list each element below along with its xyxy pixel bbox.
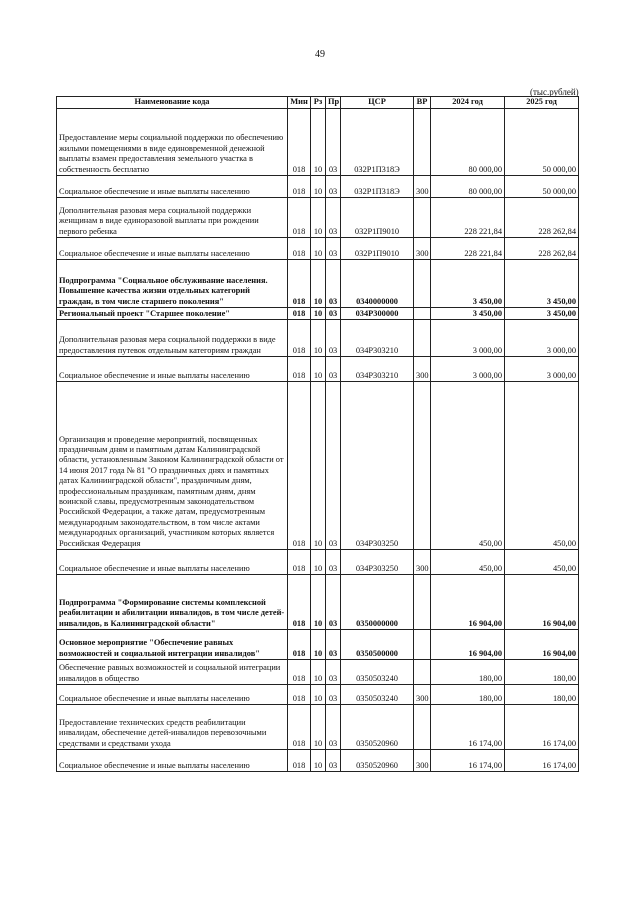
row-2025: 228 262,84 — [505, 198, 579, 238]
row-min: 018 — [288, 308, 311, 320]
row-rz: 10 — [311, 308, 326, 320]
row-rz: 10 — [311, 260, 326, 308]
row-pr: 03 — [326, 176, 341, 198]
row-csr: 034Р303250 — [341, 550, 414, 575]
row-2025: 450,00 — [505, 382, 579, 550]
row-pr: 03 — [326, 630, 341, 660]
row-2024: 80 000,00 — [431, 109, 505, 176]
row-2024: 228 221,84 — [431, 198, 505, 238]
row-min: 018 — [288, 198, 311, 238]
row-csr: 032Р1П318Э — [341, 109, 414, 176]
table-row — [57, 550, 579, 575]
row-2024: 450,00 — [431, 382, 505, 550]
row-2025: 3 450,00 — [505, 260, 579, 308]
row-csr: 034Р300000 — [341, 308, 414, 320]
header-vr: ВР — [414, 97, 431, 109]
row-name: Региональный проект "Старшее поколение" — [57, 308, 288, 320]
row-2024: 80 000,00 — [431, 176, 505, 198]
row-csr: 034Р303210 — [341, 320, 414, 357]
row-pr: 03 — [326, 320, 341, 357]
table-row — [57, 176, 579, 198]
row-name: Основное мероприятие "Обеспечение равных возможностей и социальной интеграции инвалидов" — [57, 630, 288, 660]
row-2024: 16 174,00 — [431, 705, 505, 750]
page-number: 49 — [315, 49, 325, 60]
row-name: Подпрограмма "Формирование системы комплексной реабилитации и абилитации инвалидов, в том числе детей-инвалидов, в Калининградской области" — [57, 575, 288, 630]
row-name: Предоставление меры социальной поддержки по обеспечению жилыми помещениями в виде единовременной денежной выплаты взамен предоставления земельного участка в собственность бесплатно — [57, 109, 288, 176]
row-name: Подпрограмма "Социальное обслуживание населения. Повышение качества жизни отдельных категорий граждан, в том числе старшего поколения" — [57, 260, 288, 308]
row-min: 018 — [288, 575, 311, 630]
row-2025: 50 000,00 — [505, 109, 579, 176]
row-min: 018 — [288, 630, 311, 660]
row-rz: 10 — [311, 660, 326, 685]
row-min: 018 — [288, 176, 311, 198]
row-csr: 032Р1П318Э — [341, 176, 414, 198]
row-2024: 3 450,00 — [431, 308, 505, 320]
row-name: Дополнительная разовая мера социальной поддержки в виде предоставления путевок отдельным категориям граждан — [57, 320, 288, 357]
row-rz: 10 — [311, 750, 326, 772]
row-csr: 0350503240 — [341, 685, 414, 705]
row-vr — [414, 382, 431, 550]
row-vr — [414, 660, 431, 685]
row-min: 018 — [288, 238, 311, 260]
row-min: 018 — [288, 357, 311, 382]
header-rz: Рз — [311, 97, 326, 109]
row-vr — [414, 260, 431, 308]
row-pr: 03 — [326, 705, 341, 750]
row-name: Обеспечение равных возможностей и социальной интеграции инвалидов в общество — [57, 660, 288, 685]
row-pr: 03 — [326, 685, 341, 705]
row-csr: 032Р1П9010 — [341, 238, 414, 260]
row-2024: 16 904,00 — [431, 575, 505, 630]
row-rz: 10 — [311, 630, 326, 660]
row-vr: 300 — [414, 550, 431, 575]
row-2025: 450,00 — [505, 550, 579, 575]
row-csr: 0340000000 — [341, 260, 414, 308]
header-pr: Пр — [326, 97, 341, 109]
row-vr: 300 — [414, 357, 431, 382]
row-name: Социальное обеспечение и иные выплаты населению — [57, 750, 288, 772]
row-pr: 03 — [326, 308, 341, 320]
row-name: Дополнительная разовая мера социальной поддержки женщинам в виде единоразовой выплаты при рождении первого ребенка — [57, 198, 288, 238]
row-csr: 0350520960 — [341, 750, 414, 772]
row-vr — [414, 630, 431, 660]
table-row — [57, 238, 579, 260]
row-pr: 03 — [326, 550, 341, 575]
row-2025: 16 174,00 — [505, 705, 579, 750]
row-pr: 03 — [326, 109, 341, 176]
row-pr: 03 — [326, 238, 341, 260]
row-csr: 0350000000 — [341, 575, 414, 630]
row-2025: 16 904,00 — [505, 575, 579, 630]
row-2025: 16 904,00 — [505, 630, 579, 660]
row-2024: 16 174,00 — [431, 750, 505, 772]
row-csr: 0350520960 — [341, 705, 414, 750]
row-rz: 10 — [311, 176, 326, 198]
row-min: 018 — [288, 109, 311, 176]
row-min: 018 — [288, 660, 311, 685]
row-csr: 034Р303210 — [341, 357, 414, 382]
row-csr: 034Р303250 — [341, 382, 414, 550]
row-2024: 180,00 — [431, 685, 505, 705]
row-pr: 03 — [326, 382, 341, 550]
row-2024: 228 221,84 — [431, 238, 505, 260]
row-rz: 10 — [311, 382, 326, 550]
row-rz: 10 — [311, 238, 326, 260]
row-rz: 10 — [311, 575, 326, 630]
table-row — [57, 660, 579, 685]
row-vr: 300 — [414, 176, 431, 198]
row-pr: 03 — [326, 575, 341, 630]
row-csr: 0350503240 — [341, 660, 414, 685]
row-min: 018 — [288, 550, 311, 575]
row-rz: 10 — [311, 109, 326, 176]
header-name: Наименование кода — [57, 97, 288, 109]
table-row — [57, 750, 579, 772]
row-name: Социальное обеспечение и иные выплаты населению — [57, 238, 288, 260]
row-min: 018 — [288, 382, 311, 550]
row-pr: 03 — [326, 357, 341, 382]
row-vr: 300 — [414, 750, 431, 772]
row-min: 018 — [288, 750, 311, 772]
row-vr — [414, 575, 431, 630]
row-min: 018 — [288, 705, 311, 750]
row-vr: 300 — [414, 685, 431, 705]
row-2025: 3 450,00 — [505, 308, 579, 320]
table-row — [57, 685, 579, 705]
row-vr — [414, 320, 431, 357]
row-min: 018 — [288, 320, 311, 357]
row-2024: 3 000,00 — [431, 357, 505, 382]
row-pr: 03 — [326, 198, 341, 238]
row-min: 018 — [288, 685, 311, 705]
row-vr — [414, 308, 431, 320]
row-csr: 032Р1П9010 — [341, 198, 414, 238]
row-2025: 3 000,00 — [505, 357, 579, 382]
row-2024: 16 904,00 — [431, 630, 505, 660]
table-header-row — [57, 97, 579, 109]
row-rz: 10 — [311, 705, 326, 750]
header-2025: 2025 год — [505, 97, 579, 109]
table-row — [57, 308, 579, 320]
row-2025: 3 000,00 — [505, 320, 579, 357]
header-min: Мин — [288, 97, 311, 109]
row-pr: 03 — [326, 660, 341, 685]
row-csr: 0350500000 — [341, 630, 414, 660]
row-rz: 10 — [311, 320, 326, 357]
table-row — [57, 109, 579, 176]
row-name: Социальное обеспечение и иные выплаты населению — [57, 357, 288, 382]
table-row — [57, 198, 579, 238]
table-row — [57, 705, 579, 750]
table-row — [57, 575, 579, 630]
row-min: 018 — [288, 260, 311, 308]
table-row — [57, 382, 579, 550]
row-name: Социальное обеспечение и иные выплаты населению — [57, 685, 288, 705]
budget-table — [56, 96, 579, 772]
row-rz: 10 — [311, 550, 326, 575]
row-2024: 450,00 — [431, 550, 505, 575]
table-row — [57, 357, 579, 382]
table-row — [57, 630, 579, 660]
table-row — [57, 320, 579, 357]
header-2024: 2024 год — [431, 97, 505, 109]
row-2025: 16 174,00 — [505, 750, 579, 772]
row-2025: 180,00 — [505, 685, 579, 705]
row-name: Организация и проведение мероприятий, посвященных праздничным дням и памятным датам Калининградской области, установленным Законом Калининградской области от 14 июня 2017 года № 81 "О праздничных днях и памятных датах Калининградской области", праздничным дням, профессиональным праздникам, памятным дням, дням воинской славы, предусмотренным законодательством Российской Федерации, а также датам, предусмотренным международным законодательством, в том числе актами международных организаций, участником которых является Российская Федерация — [57, 382, 288, 550]
units-label: (тыс.рублей) — [530, 87, 579, 97]
table-row — [57, 260, 579, 308]
row-vr — [414, 705, 431, 750]
row-name: Предоставление технических средств реабилитации инвалидам, обеспечение детей-инвалидов перевозочными средствами и средствами ухода — [57, 705, 288, 750]
row-rz: 10 — [311, 198, 326, 238]
row-vr — [414, 109, 431, 176]
row-name: Социальное обеспечение и иные выплаты населению — [57, 176, 288, 198]
row-rz: 10 — [311, 685, 326, 705]
row-rz: 10 — [311, 357, 326, 382]
row-pr: 03 — [326, 260, 341, 308]
row-name: Социальное обеспечение и иные выплаты населению — [57, 550, 288, 575]
row-2024: 3 450,00 — [431, 260, 505, 308]
row-pr: 03 — [326, 750, 341, 772]
header-csr: ЦСР — [341, 97, 414, 109]
row-2025: 228 262,84 — [505, 238, 579, 260]
row-2024: 3 000,00 — [431, 320, 505, 357]
row-2025: 180,00 — [505, 660, 579, 685]
row-vr: 300 — [414, 238, 431, 260]
row-vr — [414, 198, 431, 238]
row-2025: 50 000,00 — [505, 176, 579, 198]
row-2024: 180,00 — [431, 660, 505, 685]
